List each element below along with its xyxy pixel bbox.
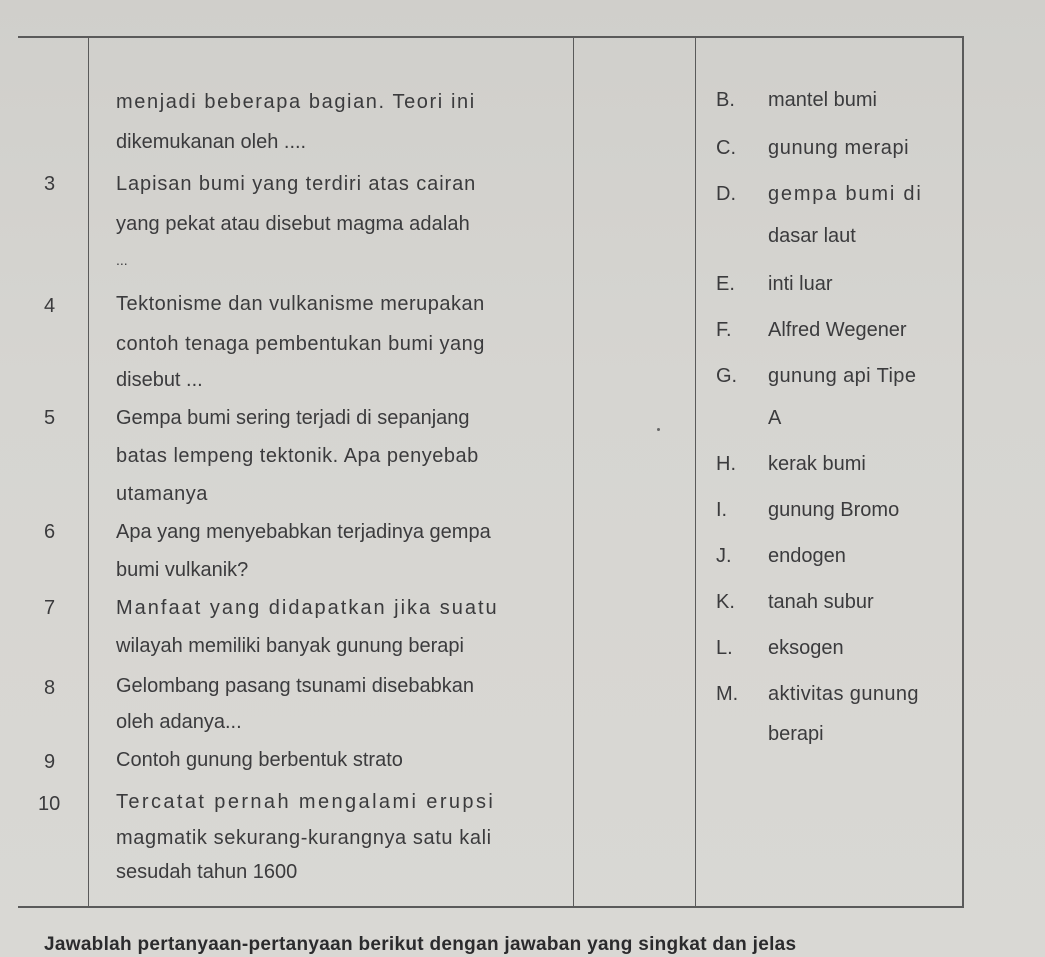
question-text-line: Apa yang menyebabkan terjadinya gempa	[116, 521, 491, 543]
column-divider-answer	[573, 38, 574, 906]
question-text-line: Tercatat pernah mengalami erupsi	[116, 791, 496, 813]
option-text: dasar laut	[768, 225, 856, 247]
option-c	[716, 134, 909, 162]
question-text-line: Manfaat yang didapatkan jika suatu	[116, 597, 499, 619]
question-number-3: 3	[44, 173, 56, 195]
question-text-line: Lapisan bumi yang terdiri atas cairan	[116, 173, 477, 195]
option-text: endogen	[768, 545, 846, 567]
option-text: Alfred Wegener	[768, 319, 907, 341]
question-number-4: 4	[44, 295, 56, 317]
option-k	[716, 588, 874, 616]
question-text-line: utamanya	[116, 483, 208, 505]
option-g	[716, 362, 916, 390]
option-letter: M.	[716, 683, 739, 705]
option-text: gunung api Tipe	[768, 365, 917, 387]
option-letter: B.	[716, 89, 735, 111]
stray-mark	[657, 428, 660, 431]
question-text-line: Contoh gunung berbentuk strato	[116, 749, 403, 771]
question-text-line: yang pekat atau disebut magma adalah	[116, 213, 470, 235]
question-text-line: Tektonisme dan vulkanisme merupakan	[116, 293, 485, 315]
option-text: A	[768, 407, 782, 429]
option-letter: J.	[716, 545, 732, 567]
question-text-line: batas lempeng tektonik. Apa penyebab	[116, 445, 479, 467]
option-letter: E.	[716, 273, 735, 295]
question-text-line: disebut ...	[116, 369, 203, 391]
option-f	[716, 316, 907, 344]
option-text: kerak bumi	[768, 453, 866, 475]
option-letter: C.	[716, 137, 736, 159]
question-text-line: sesudah tahun 1600	[116, 861, 298, 883]
option-letter: I.	[716, 499, 728, 521]
question-number-5: 5	[44, 407, 56, 429]
option-letter: H.	[716, 453, 736, 475]
question-number-10: 10	[38, 793, 61, 815]
option-l	[716, 634, 844, 662]
question-number-9: 9	[44, 751, 56, 773]
option-letter: L.	[716, 637, 733, 659]
question-text-line: contoh tenaga pembentukan bumi yang	[116, 333, 485, 355]
question-number-6: 6	[44, 521, 56, 543]
option-text: tanah subur	[768, 591, 874, 613]
option-m	[716, 680, 919, 708]
option-text: aktivitas gunung	[768, 683, 919, 705]
option-text: mantel bumi	[768, 89, 877, 111]
instruction-heading: Jawablah pertanyaan-pertanyaan berikut dengan jawaban yang singkat dan jelas	[44, 934, 797, 955]
question-text-line: oleh adanya...	[116, 711, 242, 733]
option-d	[716, 180, 923, 208]
question-text-line: Gelombang pasang tsunami disebabkan	[116, 675, 475, 697]
question-text-line: menjadi beberapa bagian. Teori ini	[116, 91, 476, 113]
option-text: eksogen	[768, 637, 844, 659]
question-text-line: ...	[116, 252, 128, 268]
question-text-line: dikemukanan oleh ....	[116, 131, 307, 153]
option-j	[716, 542, 846, 570]
option-text: gunung Bromo	[768, 499, 900, 521]
option-b	[716, 86, 877, 114]
question-number-8: 8	[44, 677, 56, 699]
option-letter: F.	[716, 319, 732, 341]
option-g-continued	[716, 404, 781, 432]
option-m-continued	[716, 720, 824, 748]
question-text-line: magmatik sekurang-kurangnya satu kali	[116, 827, 492, 849]
option-text: gunung merapi	[768, 137, 910, 159]
option-d-continued	[716, 222, 856, 250]
option-text: gempa bumi di	[768, 183, 923, 205]
option-letter: D.	[716, 183, 736, 205]
option-i	[716, 496, 899, 524]
option-text: berapi	[768, 723, 824, 745]
option-text: inti luar	[768, 273, 833, 295]
option-e	[716, 270, 832, 298]
question-text-line: Gempa bumi sering terjadi di sepanjang	[116, 407, 470, 429]
question-text-line: wilayah memiliki banyak gunung berapi	[116, 635, 464, 657]
option-letter: K.	[716, 591, 735, 613]
column-divider-options	[695, 38, 696, 906]
column-divider-number	[88, 38, 89, 906]
option-letter: G.	[716, 365, 738, 387]
question-number-7: 7	[44, 597, 56, 619]
option-h	[716, 450, 866, 478]
question-text-line: bumi vulkanik?	[116, 559, 249, 581]
